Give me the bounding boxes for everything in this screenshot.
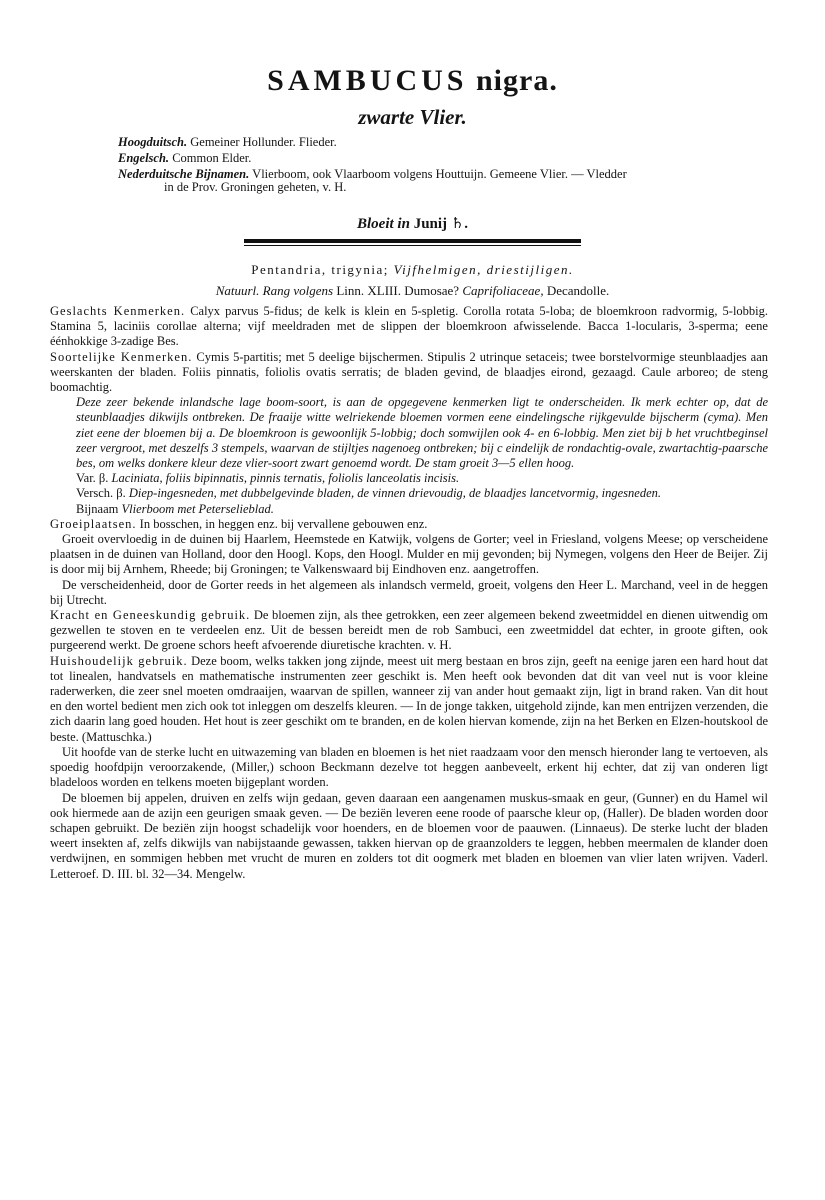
nickname-text: Vlierboom met Peterselieblad. — [121, 501, 274, 516]
title-genus: SAMBUCUS — [267, 64, 468, 97]
genus-characters-text: Calyx parvus 5-fidus; de kelk is klein en 5-spletig. Corolla rotata 5-loba; de bloemkroon radvormig, 5-lobbig. Stamina 5, laciniis corollae alterna; vijf meeldraden met de slippen der bloemkroon afwisselende. Bacca 1-locularis, 3-sperma; eene éénhokkige 3-zadige Bes. — [50, 304, 769, 349]
english-label: Engelsch. — [118, 151, 170, 165]
dutch-text-2: in de Prov. Groningen geheten, v. H. — [164, 180, 347, 194]
page-subtitle: zwarte Vlier. — [358, 105, 467, 129]
species-characters-heading: Soortelijke Kenmerken. — [50, 349, 193, 364]
genus-characters — [50, 304, 768, 350]
variety-nickname — [50, 502, 768, 517]
linnaean-class: Pentandria, trigynia; — [251, 262, 389, 277]
species-characters — [50, 350, 768, 396]
classification-line-2 — [0, 283, 825, 299]
species-characters-text: Cymis 5-partitis; met 5 deelige bijschermen. Stipulis 2 utrinque setaceis; twee borstelvormige steunblaadjes aan weerskanten der bladen. Foliis pinnatis, foliolis ovatis serratis; de bladen gevind, de blaadjes eirond, gezaagd. Caule arboreo; de steng boomachtig. — [50, 349, 769, 395]
medicinal-use-text: De bloemen zijn, als thee getrokken, een zeer algemeen bekend zweetmiddel en dienen uitwendig om gezwellen te stoven en te verdeelen enz. Uit de bessen bereidt men de rob Sambuci, een zweetmiddel dat echter, in groote giften, ook purgeerend werkt. De groene schors heeft afvoerende diuretische krachten. v. H. — [50, 608, 769, 653]
variety-dutch-label: Versch. β. — [76, 486, 126, 501]
thick-divider — [244, 239, 581, 243]
vernacular-names — [118, 134, 778, 195]
nickname-label: Bijnaam — [76, 501, 119, 516]
flowers-paragraph: De bloemen bij appelen, druiven en zelfs wijn gedaan, geven daaraan een aangenamen muskus-smaak en geur, (Gunner) en du Hamel wil ook hiermede aan de azijn een geurigen smaak geven. — De beziën leveren eene roode of paarsche kleur op, (Haller). De bladen worden door schapen gebruikt. De beziën zijn hoogst schadelijk voor hoenders, en de bloemen voor de paauwen. (Linnaeus). De sterke lucht der bladen weert insekten af, zelfs dikwijls van nabijstaande gewassen, takken hiervan op de graanzolders te leggen, hebben meermalen de klander doen verdwijnen, en sommigen hebben met vrucht de muren en zolders tot dit oogmerk met bladen en bloemen van vlier laten wrijven. Vaderl. Letteroef. D. III. bl. 32—34. Mengelw. — [50, 790, 768, 881]
habitats — [50, 517, 768, 532]
title-species: nigra. — [476, 64, 558, 97]
variety-dutch-text: Diep-ingesneden, met dubbelgevinde bladen, de vinnen drievoudig, de blaadjes lancetvormig, ingesneden. — [128, 486, 662, 501]
variety-text: Laciniata, foliis bipinnatis, pinnis ternatis, foliolis lanceolatis incisis. — [111, 471, 460, 486]
household-use-heading: Huishoudelijk gebruik. — [50, 653, 188, 668]
saturn-symbol: ♄. — [450, 216, 468, 232]
variety-label: Var. β. — [76, 471, 109, 486]
localities: Groeit overvloedig in de duinen bij Haarlem, Heemstede en Katwijk, volgens de Gorter; veel in Friesland, volgens Meese; op verscheidene plaatsen in de duinen van Holland, door den Hoogl. Kops, den Hoogl. Mulder en mij gevonden; bij Nymegen, volgens den Heer de Beijer. Zij is door mij bij Arnhem, Rheede; bij Groningen; te Valkenswaard bij Eindhoven enz. aangetroffen. — [50, 532, 768, 577]
decandolle: Decandolle. — [546, 283, 610, 298]
variety-localities: De verscheidenheid, door de Gorter reeds in het algemeen als inlandsch vermeld, groeit, volgens den Heer L. Marchand, veel in de heggen bij Utrecht. — [50, 577, 768, 607]
name-line-german — [118, 134, 778, 150]
family-name: Caprifoliaceae, — [462, 283, 544, 298]
medicinal-use-heading: Kracht en Geneeskundig gebruik. — [50, 608, 251, 623]
linnaeus-rank: Linn. XLIII. Dumosae? — [336, 283, 460, 298]
dutch-text: Vlierboom, ook Vlaarboom volgens Houttuijn. Gemeene Vlier. — Vledder — [252, 167, 627, 181]
household-use — [50, 654, 768, 745]
odour-paragraph: Uit hoofde van de sterke lucht en uitwazeming van bladen en bloemen is het niet raadzaam voor den mensch hieronder lang te vertoeven, als spoedig hoofdpijn veroorzakende, (Miller,) schoon Beckmann dezelve tot heggen aanbeveelt, erkent hij echter, dat zij van onderen ligt bladeloos worden en telkens moeten bijgeplant worden. — [50, 744, 768, 790]
genus-characters-heading: Geslachts Kenmerken. — [50, 304, 186, 318]
habitats-heading: Groeiplaatsen. — [50, 516, 137, 531]
thin-divider — [244, 245, 581, 246]
dutch-class: Vijfhelmigen, driestijligen. — [393, 262, 574, 277]
flowering-label: Bloeit in — [357, 216, 410, 232]
classification-line-1 — [0, 262, 825, 278]
main-text — [50, 304, 768, 882]
variety-latin — [50, 471, 768, 486]
german-text: Gemeiner Hollunder. Flieder. — [190, 135, 337, 149]
habitats-text: In bosschen, in heggen enz. bij vervallene gebouwen enz. — [139, 516, 428, 531]
descriptive-note: Deze zeer bekende inlandsche lage boom-soort, is aan de opgegevene kenmerken ligt te onderscheiden. Ik merk echter op, dat de steunblaadjes dikwijls ontbreken. De fraaije witte welriekende bloemen vormen eene eindelingsche rijkgevulde bijscherm (cyma). Men ziet eene der bloemen bij a. De bloemkroon is gewoonlijk 5-lobbig; doch somwijlen ook 4- en 6-lobbig. Men ziet bij b het vruchtbeginsel zeer vergroot, met deszelfs 3 stempels, waarvan de stijltjes nagenoeg ontbreken; bij c eindelijk de rondachtig-ovale, zwartachtig-paarsche bes, om welks donkere kleur deze vlier-soort zwart genoemd wordt. De stam groeit 3—5 ellen hoog. — [76, 395, 768, 471]
medicinal-use — [50, 608, 768, 654]
english-text: Common Elder. — [172, 151, 252, 165]
name-line-english — [118, 150, 778, 166]
dutch-label: Nederduitsche Bijnamen. — [118, 167, 250, 181]
german-label: Hoogduitsch. — [118, 135, 188, 149]
page-title — [0, 64, 825, 98]
natural-rank-label: Natuurl. Rang volgens — [215, 283, 334, 298]
flowering-month: Junij — [413, 216, 448, 232]
household-use-text: Deze boom, welks takken jong zijnde, meest uit merg bestaan en bros zijn, geeft na eenige jaren een hard hout dat tot linealen, handvatsels en mathematische instrumenten zeer geschikt is. Men heeft ook bevonden dat dit van veel nut is voor kleine raderwerken, die zeer snel moeten omdraaijen, waarvan de spillen, wanneer zij van ander hout gemaakt zijn, ligt in brand raken. Van dit hout en den wortel bedient men zich ook tot inleggen om deszelfs kleuren. — In de jonge takken, uitgehold zijnde, kan men entrijzen verzenden, die zich daarin lang goed houden. Het hout is zeer geschikt om te branden, en de kolen hiervan komende, zijn na het Berken en Elzen-houtskool de beste. (Mattuschka.) — [50, 653, 768, 744]
variety-dutch — [50, 486, 768, 501]
flowering-line — [0, 214, 825, 233]
